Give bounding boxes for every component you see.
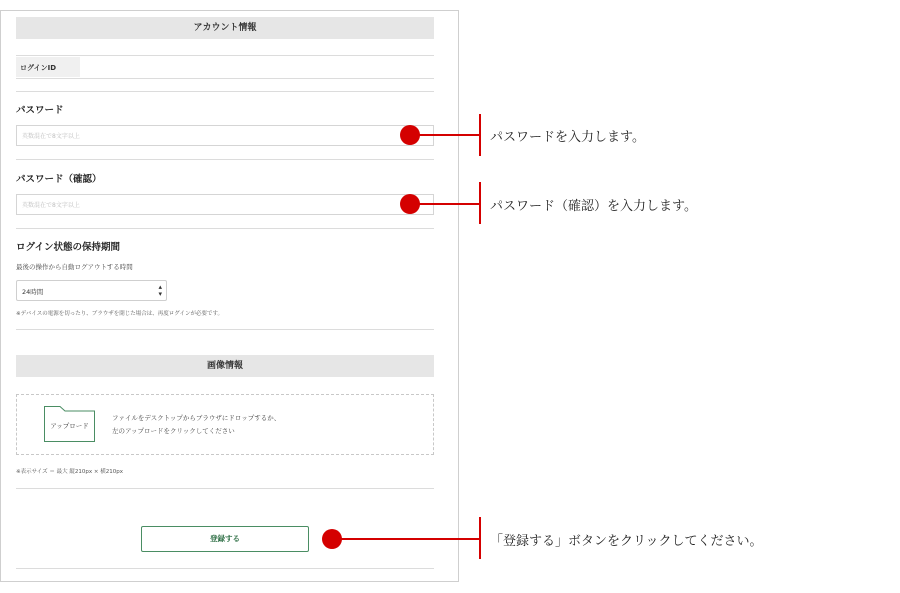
divider <box>16 91 434 92</box>
login-state-helper: 最後の操作から自動ログアウトする時間 <box>16 263 133 271</box>
login-id-label: ログインID <box>20 64 57 72</box>
divider <box>16 329 434 330</box>
divider <box>16 568 434 569</box>
logout-duration-select[interactable] <box>16 280 167 301</box>
select-caret-icon: ▴ ▾ <box>158 283 162 298</box>
image-size-note: ※表示サイズ ＝ 最大 縦210px × 横210px <box>16 469 124 475</box>
annotation-connector <box>332 538 480 540</box>
password-confirm-annotation: パスワード（確認）を入力します。 <box>490 199 697 214</box>
password-annotation: パスワードを入力します。 <box>490 130 645 145</box>
divider <box>16 55 434 56</box>
divider <box>16 159 434 160</box>
divider <box>16 228 434 229</box>
password-input[interactable] <box>16 125 434 146</box>
password-confirm-title: パスワード（確認） <box>16 174 102 185</box>
divider <box>16 78 434 79</box>
annotation-connector <box>410 203 480 205</box>
annotation-connector <box>410 134 480 136</box>
submit-annotation: 「登録する」ボタンをクリックしてください。 <box>490 534 763 549</box>
logout-duration-value: 24時間 <box>22 288 44 296</box>
annotation-bar <box>479 114 481 156</box>
drop-instruction-line1: ファイルをデスクトップからブラウザにドロップするか、 <box>112 414 281 422</box>
password-title: パスワード <box>16 105 64 116</box>
annotation-bar <box>479 182 481 224</box>
annotation-bar <box>479 517 481 559</box>
password-confirm-placeholder: 英数混在で8文字以上 <box>22 202 80 209</box>
password-placeholder: 英数混在で8文字以上 <box>22 133 80 140</box>
login-state-note: ※デバイスの電源を切ったり、ブラウザを閉じた場合は、再度ログインが必要です。 <box>16 311 224 317</box>
drop-instruction-line2: 左のアップロードをクリックしてください <box>112 427 235 435</box>
password-confirm-input[interactable] <box>16 194 434 215</box>
account-section-header: アカウント情報 <box>16 17 434 39</box>
login-state-title: ログイン状態の保持期間 <box>16 242 121 253</box>
register-button[interactable]: 登録する <box>141 526 309 552</box>
image-section-header: 画像情報 <box>16 355 434 377</box>
divider <box>16 488 434 489</box>
upload-button-label[interactable]: アップロード <box>50 422 89 430</box>
